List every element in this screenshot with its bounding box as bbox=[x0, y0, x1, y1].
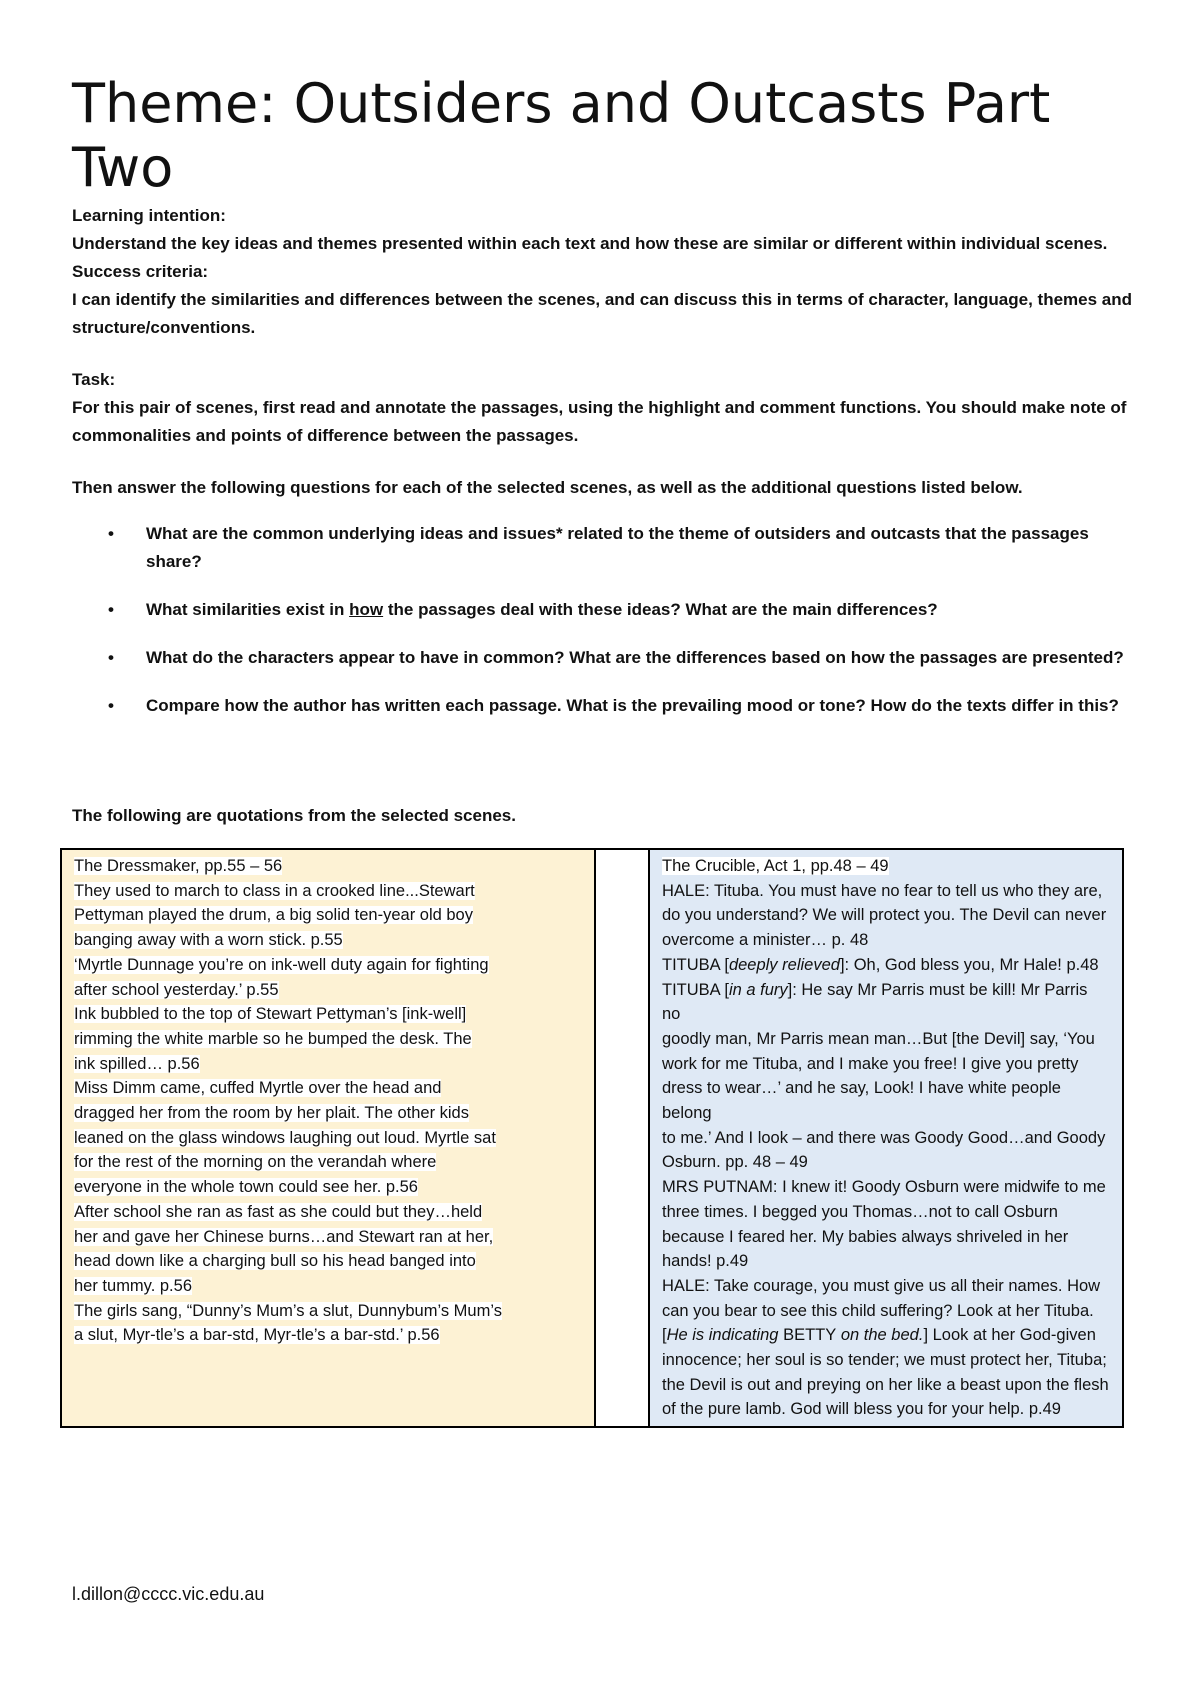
dressmaker-line: dragged her from the room by her plait. The other kids bbox=[74, 1104, 469, 1123]
learning-intention-text: Understand the key ideas and themes presented within each text and how these are similar or different within individual scenes. bbox=[72, 234, 1108, 253]
question-text-underlined: how bbox=[349, 600, 384, 619]
crucible-line: goodly man, Mr Parris mean man…But [the Devil] say, ‘You bbox=[662, 1029, 1095, 1048]
dressmaker-line: head down like a charging bull so his head banged into bbox=[74, 1252, 476, 1271]
dressmaker-line: After school she ran as fast as she could but they…held bbox=[74, 1202, 483, 1221]
dressmaker-line: her and gave her Chinese burns…and Stewart ran at her, bbox=[74, 1227, 494, 1246]
dressmaker-line: everyone in the whole town could see her. p.56 bbox=[74, 1178, 418, 1197]
then-answer-text: Then answer the following questions for each of the selected scenes, as well as the additional questions listed below. bbox=[72, 478, 1023, 497]
task-text: For this pair of scenes, first read and annotate the passages, using the highlight and comment functions. You should make note of commonalities and points of difference between the passages. bbox=[72, 398, 1127, 445]
dressmaker-line: Ink bubbled to the top of Stewart Pettyman’s [ink-well] bbox=[74, 1005, 467, 1024]
dressmaker-line: Miss Dimm came, cuffed Myrtle over the head and bbox=[74, 1079, 442, 1098]
crucible-line: three times. I begged you Thomas…not to call Osburn bbox=[662, 1202, 1058, 1221]
crucible-line: [He is indicating BETTY on the bed.] Look at her God-given bbox=[662, 1326, 1096, 1345]
footer-email: l.dillon@cccc.vic.edu.au bbox=[72, 1584, 265, 1604]
bullet-icon: • bbox=[108, 648, 114, 667]
task-block bbox=[72, 366, 1132, 450]
crucible-line: HALE: Tituba. You must have no fear to tell us who they are, bbox=[662, 881, 1103, 900]
bullet-icon: • bbox=[108, 524, 114, 543]
dressmaker-line: ‘Myrtle Dunnage you’re on ink-well duty again for fighting bbox=[74, 955, 489, 974]
crucible-heading: The Crucible, Act 1, pp.48 – 49 bbox=[662, 857, 889, 875]
success-criteria-label: Success criteria: bbox=[72, 262, 209, 281]
page-title: Theme: Outsiders and Outcasts Part Two bbox=[72, 72, 1051, 199]
crucible-line: because I feared her. My babies always shriveled in her bbox=[662, 1227, 1069, 1246]
crucible-line: hands! p.49 bbox=[662, 1252, 749, 1271]
quotations-table bbox=[60, 848, 1124, 1428]
learning-block bbox=[72, 202, 1152, 342]
question-list bbox=[72, 520, 1132, 740]
dressmaker-line: Pettyman played the drum, a big solid ten-year old boy bbox=[74, 906, 473, 925]
dressmaker-heading: The Dressmaker, pp.55 – 56 bbox=[74, 857, 283, 875]
dressmaker-line: ink spilled… p.56 bbox=[74, 1054, 200, 1073]
question-text: Compare how the author has written each passage. What is the prevailing mood or tone? How do the texts differ in this? bbox=[146, 696, 1119, 715]
crucible-column bbox=[649, 849, 1123, 1427]
crucible-line: TITUBA [deeply relieved]: Oh, God bless you, Mr Hale! p.48 bbox=[662, 955, 1099, 974]
learning-intention-label: Learning intention: bbox=[72, 206, 226, 225]
crucible-line: dress to wear…’ and he say, Look! I have white people belong bbox=[662, 1079, 1061, 1123]
crucible-line: overcome a minister… p. 48 bbox=[662, 931, 869, 950]
dressmaker-column bbox=[61, 849, 595, 1427]
dressmaker-line: a slut, Myr-tle’s a bar-std, Myr-tle’s a bar-std.’ p.56 bbox=[74, 1326, 440, 1345]
list-item bbox=[72, 644, 1132, 672]
quotations-intro: The following are quotations from the selected scenes. bbox=[72, 806, 516, 825]
question-text: What are the common underlying ideas and issues* related to the theme of outsiders and outcasts that the passages share? bbox=[146, 524, 1089, 571]
crucible-line: MRS PUTNAM: I knew it! Goody Osburn were midwife to me bbox=[662, 1178, 1106, 1197]
crucible-line: to me.’ And I look – and there was Goody Good…and Goody bbox=[662, 1128, 1106, 1147]
dressmaker-line: banging away with a worn stick. p.55 bbox=[74, 931, 343, 950]
dressmaker-line: her tummy. p.56 bbox=[74, 1276, 192, 1295]
question-text-pre: What similarities exist in bbox=[146, 600, 350, 619]
dressmaker-line: They used to march to class in a crooked line...Stewart bbox=[74, 881, 475, 900]
list-item bbox=[72, 692, 1132, 720]
spacer-column bbox=[595, 849, 649, 1427]
crucible-line: work for me Tituba, and I make you free! I give you pretty bbox=[662, 1054, 1079, 1073]
question-text-post: the passages deal with these ideas? What are the main differences? bbox=[383, 600, 938, 619]
crucible-line: do you understand? We will protect you. The Devil can never bbox=[662, 906, 1107, 925]
question-text: What do the characters appear to have in common? What are the differences based on how the passages are presented? bbox=[146, 648, 1124, 667]
bullet-icon: • bbox=[108, 696, 114, 715]
dressmaker-line: for the rest of the morning on the verandah where bbox=[74, 1153, 437, 1172]
crucible-line: the Devil is out and preying on her like a beast upon the flesh bbox=[662, 1375, 1109, 1394]
dressmaker-line: leaned on the glass windows laughing out loud. Myrtle sat bbox=[74, 1128, 496, 1147]
dressmaker-line: rimming the white marble so he bumped the desk. The bbox=[74, 1029, 472, 1048]
success-criteria-text: I can identify the similarities and differences between the scenes, and can discuss this in terms of character, language, themes and structure/conventions. bbox=[72, 290, 1133, 337]
dressmaker-line: after school yesterday.’ p.55 bbox=[74, 980, 279, 999]
dressmaker-line: The girls sang, “Dunny’s Mum’s a slut, Dunnybum’s Mum’s bbox=[74, 1301, 502, 1320]
crucible-line: innocence; her soul is so tender; we must protect her, Tituba; bbox=[662, 1351, 1107, 1370]
bullet-icon: • bbox=[108, 600, 114, 619]
list-item bbox=[72, 520, 1132, 576]
crucible-line: can you bear to see this child suffering? Look at her Tituba. bbox=[662, 1301, 1094, 1320]
crucible-line: of the pure lamb. God will bless you for your help. p.49 bbox=[662, 1400, 1061, 1419]
task-label: Task: bbox=[72, 370, 116, 389]
crucible-line: HALE: Take courage, you must give us all their names. How bbox=[662, 1276, 1101, 1295]
list-item bbox=[72, 596, 1132, 624]
crucible-line: Osburn. pp. 48 – 49 bbox=[662, 1153, 808, 1172]
crucible-line: TITUBA [in a fury]: He say Mr Parris must be kill! Mr Parris no bbox=[662, 980, 1088, 1024]
